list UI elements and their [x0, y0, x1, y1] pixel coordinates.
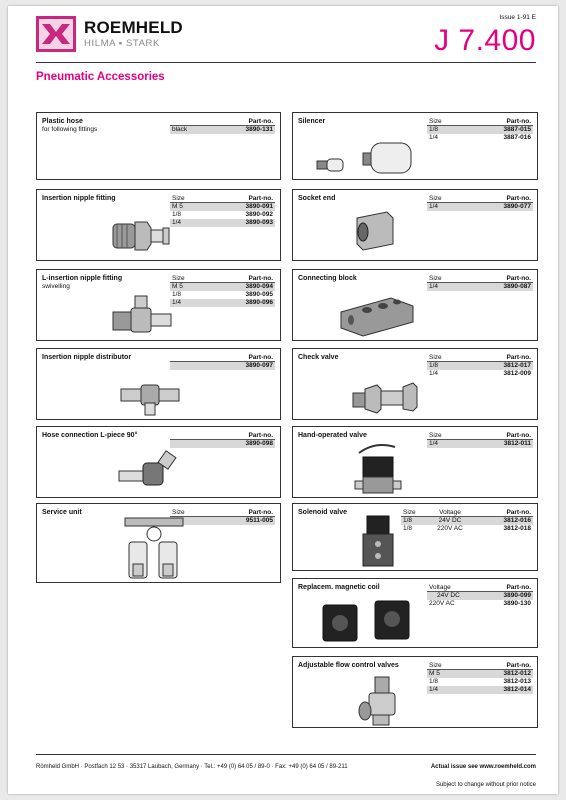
footer-rule — [36, 754, 536, 755]
l-piece-icon — [115, 449, 181, 493]
roemheld-logo-icon — [36, 16, 76, 52]
parts-table: Size Part-no. 1/8 3887-015 1/4 3887-016 — [429, 118, 531, 141]
brand-subtitle: HILMA ▪ STARK — [84, 38, 160, 49]
item-box-service-unit — [36, 503, 281, 583]
l-fitting-icon — [109, 292, 179, 338]
table-row: 220V AC 3890-130 — [429, 600, 531, 607]
parts-table: Size Part-no. 1/4 3812-011 — [429, 432, 531, 447]
parts-table: Size Part-no. M 5 3890-091 1/8 3890-092 1/4 3890-093 — [172, 195, 273, 226]
item-title: Hand-operated valve — [298, 432, 367, 439]
parts-table: Size Voltage Part-no. 1/8 24V DC 3812-016 1/8 220V AC 3812-018 — [403, 509, 531, 532]
item-title: Check valve — [298, 354, 339, 361]
issue-label: Issue 1-91 E — [499, 14, 536, 21]
table-row: 1/8 3890-095 — [172, 291, 273, 298]
table-row: 1/8 3812-013 — [429, 678, 531, 685]
connecting-block-icon — [337, 288, 417, 338]
item-box-check-valve — [292, 348, 538, 420]
part-no-header: Part-no. — [248, 118, 273, 125]
item-box-magnetic-coil — [292, 578, 538, 648]
table-row: 1/8 220V AC 3812-018 — [403, 525, 531, 532]
item-box-nipple-distributor — [36, 348, 281, 420]
item-box-hand-valve — [292, 426, 538, 498]
item-title: Replacem. magnetic coil — [298, 584, 380, 591]
table-row: 3890-098 — [170, 440, 275, 448]
item-box-insertion-nipple — [36, 189, 281, 261]
item-title: L-insertion nipple fitting — [42, 275, 123, 282]
t-distributor-icon — [117, 367, 183, 417]
table-row: M 5 3890-094 — [172, 283, 273, 290]
table-row: 1/4 3890-077 — [429, 203, 531, 210]
item-title: Adjustable flow control valves — [298, 662, 399, 669]
table-row: 1/4 3887-016 — [429, 134, 531, 141]
check-valve-icon — [349, 371, 421, 415]
table-row: 1/8 3887-015 — [429, 126, 531, 133]
table-row: black 3890-131 — [172, 126, 273, 133]
insertion-nipple-icon — [107, 208, 177, 258]
item-title: Hose connection L-piece 90° — [42, 432, 138, 439]
item-box-flow-control — [292, 656, 538, 728]
flow-control-icon — [349, 673, 409, 727]
item-title: Solenoid valve — [298, 509, 348, 516]
item-title: Connecting block — [298, 275, 357, 282]
item-box-solenoid-valve — [292, 503, 538, 571]
section-title: Pneumatic Accessories — [36, 71, 165, 83]
parts-table: Voltage Part-no. 24V DC 3890-099 220V AC 3890-130 — [429, 584, 531, 607]
magnetic-coil-icon — [315, 595, 425, 647]
footer-change-note: Subject to change without prior notice — [435, 782, 536, 788]
footer-address: Römheld GmbH · Postfach 12 53 · 35317 Laubach, Germany · Tel.: +49 (0) 64 05 / 89-0 · Fax: +49 (0) 64 05 / 89-211 — [36, 764, 348, 770]
table-row: 1/8 3812-017 — [429, 362, 531, 369]
parts-table: Size Part-no. M 5 3890-094 1/8 3890-095 1/4 3890-096 — [172, 275, 273, 306]
item-box-plastic-hose — [36, 112, 281, 180]
brand-name: ROEMHELD — [84, 18, 183, 37]
item-title: Insertion nipple distributor — [42, 354, 132, 361]
parts-table: Part-no. 3890-097 — [170, 354, 275, 370]
table-row: 1/4 3812-009 — [429, 370, 531, 377]
item-box-l-insertion-nipple — [36, 269, 281, 341]
table-row: 1/4 3890-096 — [172, 299, 273, 306]
table-row: M 5 3812-012 — [429, 670, 531, 677]
item-title: Socket end — [298, 195, 336, 202]
item-box-socket-end — [292, 189, 538, 261]
item-title: Service unit — [42, 509, 82, 516]
table-row: 1/4 3812-011 — [429, 440, 531, 447]
item-subtitle: for following fittings — [42, 126, 98, 133]
item-title: Silencer — [298, 118, 326, 125]
table-row: 24V DC 3890-099 — [427, 592, 533, 600]
solenoid-valve-icon — [353, 512, 403, 570]
item-box-connecting-block — [292, 269, 538, 341]
table-row: 1/4 3890-093 — [172, 219, 273, 226]
item-subtitle: swivelling — [42, 283, 70, 290]
parts-table: Size Part-no. 9511-005 — [172, 509, 273, 524]
parts-table: Part-no. 3890-098 — [170, 432, 275, 448]
footer-website-note: Actual issue see www.roemheld.com — [430, 764, 536, 770]
item-box-hose-l-piece — [36, 426, 281, 498]
parts-table: Size Part-no. 1/4 3890-087 — [429, 275, 531, 290]
hand-valve-icon — [345, 439, 415, 497]
parts-table: Size Part-no. 1/8 3812-017 1/4 3812-009 — [429, 354, 531, 377]
service-unit-icon — [119, 516, 189, 582]
table-row: 1/4 3890-087 — [429, 283, 531, 290]
table-row: 1/4 3812-014 — [429, 686, 531, 693]
silencer-icon — [313, 133, 423, 177]
document-page — [8, 6, 558, 794]
header-rule — [36, 62, 536, 63]
item-title: Plastic hose — [42, 118, 83, 125]
table-row: 1/8 24V DC 3812-016 — [403, 517, 531, 524]
parts-table: Size Part-no. 1/4 3890-077 — [429, 195, 531, 210]
table-row: 9511-005 — [170, 517, 275, 525]
table-row: 3890-097 — [170, 362, 275, 370]
item-box-silencer — [292, 112, 538, 180]
item-title: Insertion nipple fitting — [42, 195, 116, 202]
socket-end-icon — [347, 204, 401, 256]
table-row: 1/8 3890-092 — [172, 211, 273, 218]
document-number: J 7.400 — [434, 24, 536, 57]
table-row: M 5 3890-091 — [172, 203, 273, 210]
parts-table — [170, 118, 275, 134]
parts-table: Size Part-no. M 5 3812-012 1/8 3812-013 1/4 3812-014 — [429, 662, 531, 693]
